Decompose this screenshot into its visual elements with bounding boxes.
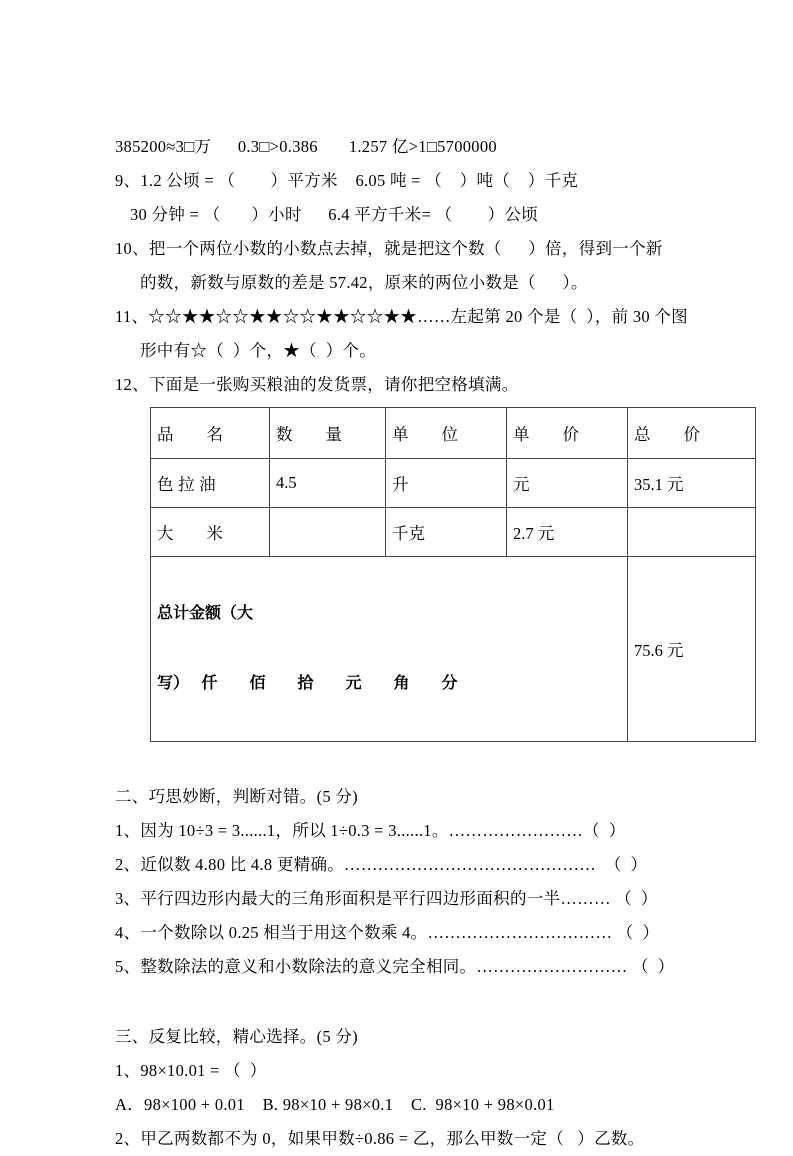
section-3-title: 三、反复比较，精心选择。(5 分) [115,1027,358,1046]
question-11-line-1: 11、☆☆★★☆☆★★☆☆★★☆☆★★……左起第 20 个是（ ），前 30 个图 [115,307,688,326]
cell-product-name: 大 米 [151,508,270,557]
header-cell-product: 品 名 [151,408,270,459]
judge-item-1: 1、因为 10÷3 = 3......1，所以 1÷0.3 = 3......1。……………………（ ） [115,821,626,840]
question-11-line-2: 形中有☆（ ）个，★（ ）个。 [140,341,377,360]
table-row [151,508,756,557]
cell-total-price [628,508,756,557]
question-10-line-1: 10、把一个两位小数的小数点去掉，就是把这个数（ ）倍，得到一个新 [115,239,663,258]
question-12-line: 12、下面是一张购买粮油的发货票，请你把空格填满。 [115,375,519,394]
section-spacer [115,984,703,1020]
section-spacer [115,742,703,780]
section-2-title: 二、巧思妙断，判断对错。(5 分) [115,787,358,806]
table-row [151,459,756,508]
choice-item-1-options: A．98×100 + 0.01 B. 98×10 + 98×0.1 C. 98×10 + 98×0.01 [115,1095,555,1114]
judge-item-4: 4、一个数除以 0.25 相当于用这个数乘 4。…………………………… （ ） [115,923,660,942]
question-9-line-1: 9、1.2 公顷 = （ ）平方米 6.05 吨 = （ ）吨（ ）千克 [115,171,579,190]
fill-line-rounding: 385200≈3□万 0.3□>0.386 1.257 亿>1□5700000 [115,137,497,156]
judge-item-3: 3、平行四边形内最大的三角形面积是平行四边形面积的一半……… （ ） [115,889,658,908]
cell-quantity [270,508,386,557]
document-content [115,130,703,1156]
invoice-header-row [151,408,756,459]
cell-unit: 升 [386,459,507,508]
total-label-line-2: 写） 仟 佰 拾 元 角 分 [157,675,458,692]
total-amount-value-cell: 75.6 元 [628,557,756,742]
judge-item-5: 5、整数除法的意义和小数除法的意义完全相同。……………………… （ ） [115,957,675,976]
cell-unit-price: 2.7 元 [507,508,628,557]
header-cell-total-price: 总 价 [628,408,756,459]
invoice-total-row [151,557,756,742]
cell-quantity: 4.5 [270,459,386,508]
cell-unit: 千克 [386,508,507,557]
question-9-line-2: 30 分钟 = （ ）小时 6.4 平方千米= （ ）公顷 [130,205,539,224]
header-cell-quantity: 数 量 [270,408,386,459]
cell-unit-price: 元 [507,459,628,508]
choice-item-2: 2、甲乙两数都不为 0，如果甲数÷0.86 = 乙，那么甲数一定（ ）乙数。 [115,1129,645,1148]
cell-product-name: 色 拉 油 [151,459,270,508]
invoice-table [150,407,756,742]
judge-item-2: 2、近似数 4.80 比 4.8 更精确。……………………………………… （ ） [115,855,648,874]
total-label-line-1: 总计金额（大 [157,605,254,622]
choice-item-1: 1、98×10.01 = （ ） [115,1061,267,1080]
header-cell-unit-price: 单 价 [507,408,628,459]
header-cell-unit: 单 位 [386,408,507,459]
question-10-line-2: 的数，新数与原数的差是 57.42，原来的两位小数是（ ）。 [140,273,588,292]
total-amount-label-cell [151,557,628,742]
cell-total-price: 35.1 元 [628,459,756,508]
